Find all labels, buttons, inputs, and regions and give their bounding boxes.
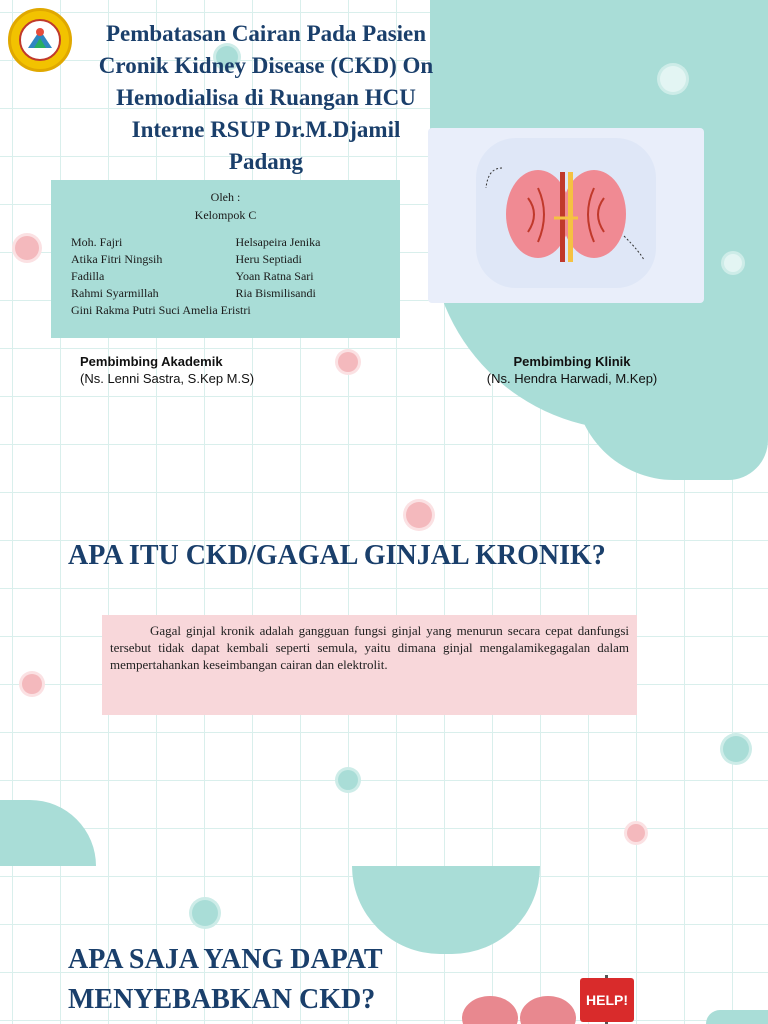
supervisor-clinic xyxy=(476,354,668,386)
virus-icon xyxy=(15,236,39,260)
virus-icon xyxy=(723,736,749,762)
authors-group: Kelompok C xyxy=(194,208,257,222)
supervisor-clinic-label: Pembimbing Klinik xyxy=(513,354,631,369)
authors-columns xyxy=(51,234,400,302)
author-name: Rahmi Syarmillah xyxy=(71,286,159,300)
author-name: Helsapeira Jenika xyxy=(235,235,321,249)
author-name: Atika Fitri Ningsih xyxy=(71,252,163,266)
virus-icon xyxy=(338,352,358,372)
section-heading-ckd: APA ITU CKD/GAGAL GINJAL KRONIK? xyxy=(68,540,606,571)
decor-blob-left xyxy=(0,800,96,866)
author-name: Ria Bismilisandi xyxy=(235,286,316,300)
supervisor-academic-label: Pembimbing Akademik xyxy=(80,354,223,369)
title-line: Padang xyxy=(228,149,304,174)
supervisor-academic xyxy=(80,354,254,386)
virus-icon xyxy=(627,824,645,842)
virus-icon xyxy=(192,900,218,926)
kidney-icon xyxy=(428,128,704,303)
author-name: Yoan Ratna Sari xyxy=(235,269,314,283)
authors-right-column xyxy=(236,234,401,302)
supervisor-clinic-name: (Ns. Hendra Harwadi, M.Kep) xyxy=(486,371,658,386)
kidney-illustration xyxy=(428,128,704,303)
lungs-icon xyxy=(460,990,580,1024)
authors-by-label: Oleh : xyxy=(210,190,241,204)
virus-icon xyxy=(22,674,42,694)
author-name-last: Gini Rakma Putri Suci Amelia Eristri xyxy=(71,303,251,317)
page-title xyxy=(66,18,466,178)
author-name: Fadilla xyxy=(71,269,105,283)
logo-emblem xyxy=(8,8,72,72)
decor-blob-right-lobe xyxy=(574,330,768,480)
virus-icon xyxy=(660,66,686,92)
title-line: Pembatasan Cairan Pada Pasien xyxy=(105,21,427,46)
section-heading-causes xyxy=(68,940,383,1020)
section-heading-line: MENYEBABKAN CKD? xyxy=(68,984,376,1015)
virus-icon xyxy=(724,254,742,272)
title-line: Hemodialisa di Ruangan HCU xyxy=(116,85,416,110)
authors-box xyxy=(51,180,400,338)
section-heading-line: APA SAJA YANG DAPAT xyxy=(68,944,383,975)
author-name: Moh. Fajri xyxy=(71,235,123,249)
title-line: Interne RSUP Dr.M.Djamil xyxy=(131,117,401,142)
title-line: Cronik Kidney Disease (CKD) On xyxy=(98,53,434,78)
definition-box: Gagal ginjal kronik adalah gangguan fungsi ginjal yang menurun secara cepat danfungsi tersebut tidak dapat kembali seperti semula, yaitu dimana ginjal mengalamikegagalan dalam mempertahankan keseimbangan cairan dan elektrolit. xyxy=(102,615,637,715)
supervisor-academic-name: (Ns. Lenni Sastra, S.Kep M.S) xyxy=(80,371,255,386)
virus-icon xyxy=(338,770,358,790)
logo-emblem-icon xyxy=(18,18,62,62)
decor-blob-bottom-right xyxy=(706,1010,768,1024)
authors-left-column xyxy=(71,234,236,302)
virus-icon xyxy=(406,502,432,528)
author-name: Heru Septiadi xyxy=(235,252,302,266)
help-sign: HELP! xyxy=(580,978,634,1022)
